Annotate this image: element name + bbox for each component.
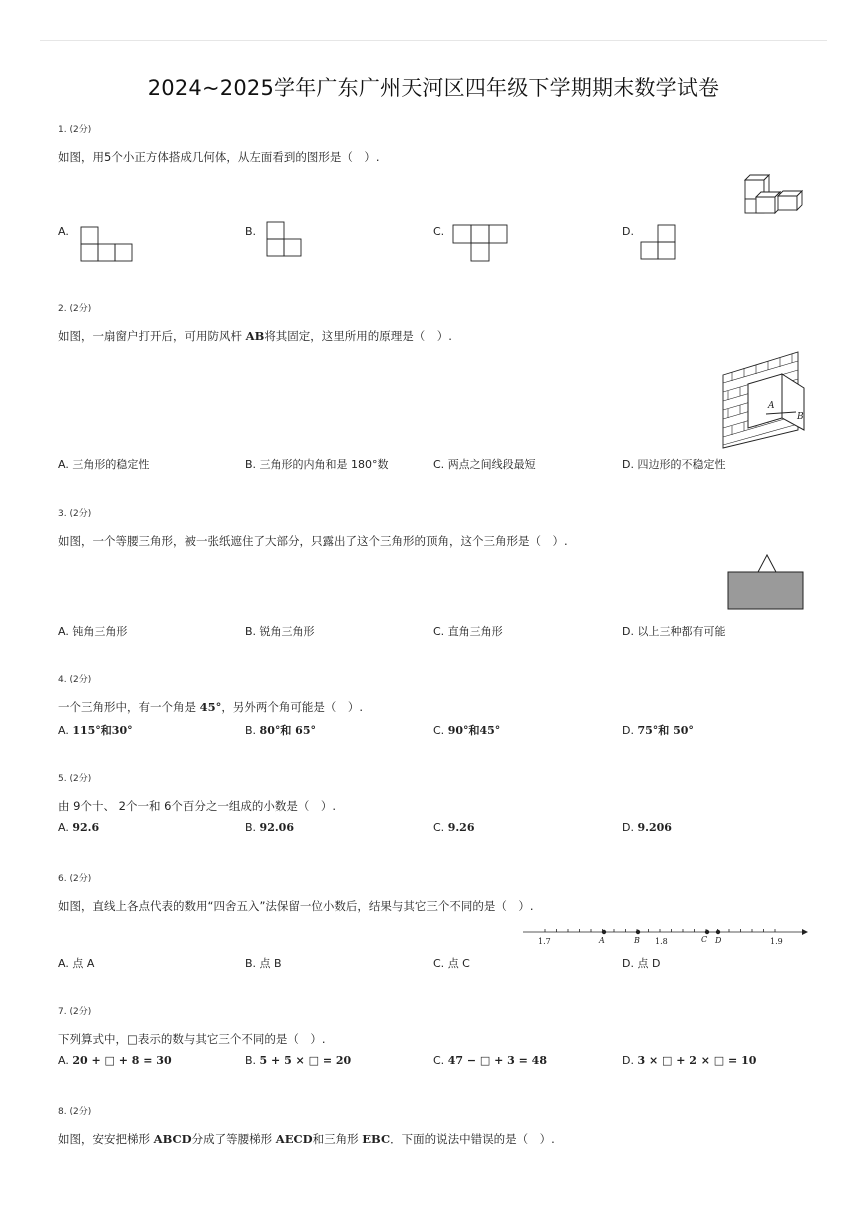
page-title: 2024~2025学年广东广州天河区四年级下学期期末数学试卷 [147, 76, 720, 100]
question-3-number: 3. (2分) [58, 509, 92, 519]
question-2-option-d[interactable]: D. 四边形的不稳定性 [622, 458, 726, 471]
question-5-option-c[interactable]: C. 9.26 [433, 821, 475, 834]
question-4-option-d[interactable]: D. 75°和 50° [622, 724, 694, 737]
question-1-option-c-figure [452, 224, 512, 264]
question-6-number: 6. (2分) [58, 874, 92, 884]
question-1-option-b[interactable]: B. [245, 225, 257, 238]
point-label-c: C [701, 935, 708, 944]
point-label-b: B [634, 936, 640, 945]
question-5-option-d[interactable]: D. 9.206 [622, 821, 672, 834]
question-5-stem: 由 9个十、 2个一和 6个百分之一组成的小数是（ ）. [58, 799, 337, 813]
question-3-option-a[interactable]: A. 钝角三角形 [58, 625, 128, 638]
question-8-number: 8. (2分) [58, 1107, 92, 1117]
question-6-option-d[interactable]: D. 点 D [622, 957, 661, 970]
tick-label-1-9: 1.9 [770, 937, 783, 946]
question-6-stem: 如图，直线上各点代表的数用“四舍五入”法保留一位小数后，结果与其它三个不同的是（ ）. [58, 899, 534, 913]
question-3-stem: 如图，一个等腰三角形，被一张纸遮住了大部分，只露出了这个三角形的顶角，这个三角形是（ ）. [58, 534, 568, 548]
question-5-option-a[interactable]: A. 92.6 [58, 821, 100, 834]
header-divider [40, 40, 827, 41]
question-4-stem: 一个三角形中，有一个角是 45°，另外两个角可能是（ ）. [58, 700, 364, 714]
question-1-option-b-figure [266, 221, 304, 259]
question-7-number: 7. (2分) [58, 1007, 92, 1017]
question-1-cube-figure [742, 172, 806, 216]
question-1-option-a-figure [80, 226, 134, 264]
question-1-option-d[interactable]: D. [622, 225, 634, 238]
question-7-option-b[interactable]: B. 5 + 5 × □ = 20 [245, 1054, 352, 1067]
question-6-option-b[interactable]: B. 点 B [245, 957, 282, 970]
question-2-option-b[interactable]: B. 三角形的内角和是 180°数 [245, 458, 389, 471]
question-1-option-d-figure [640, 224, 680, 262]
question-8-stem: 如图，安安把梯形 ABCD分成了等腰梯形 AECD和三角形 EBC．下面的说法中错误的是（ ）. [58, 1132, 555, 1146]
question-4-option-a[interactable]: A. 115°和30° [58, 724, 133, 737]
question-1-option-a[interactable]: A. [58, 225, 69, 238]
question-4-option-c[interactable]: C. 90°和45° [433, 724, 501, 737]
question-3-option-c[interactable]: C. 直角三角形 [433, 625, 503, 638]
point-label-a: A [768, 401, 775, 411]
question-3-option-d[interactable]: D. 以上三种都有可能 [622, 625, 726, 638]
point-label-d: D [715, 936, 722, 945]
question-3-covered-triangle-figure [727, 553, 807, 613]
question-7-option-a[interactable]: A. 20 + □ + 8 = 30 [58, 1054, 172, 1067]
question-1-option-c[interactable]: C. [433, 225, 445, 238]
question-1-stem: 如图，用5个小正方体搭成几何体，从左面看到的图形是（ ）. [58, 150, 380, 164]
question-7-option-d[interactable]: D. 3 × □ + 2 × □ = 10 [622, 1054, 757, 1067]
question-3-option-b[interactable]: B. 锐角三角形 [245, 625, 315, 638]
question-1-number: 1. (2分) [58, 125, 92, 135]
question-7-stem: 下列算式中，□表示的数与其它三个不同的是（ ）. [58, 1032, 326, 1046]
question-6-option-a[interactable]: A. 点 A [58, 957, 95, 970]
question-5-option-b[interactable]: B. 92.06 [245, 821, 294, 834]
question-6-number-line [520, 922, 810, 950]
question-2-number: 2. (2分) [58, 304, 92, 314]
question-2-option-a[interactable]: A. 三角形的稳定性 [58, 458, 150, 471]
question-4-option-b[interactable]: B. 80°和 65° [245, 724, 316, 737]
question-6-option-c[interactable]: C. 点 C [433, 957, 470, 970]
question-5-number: 5. (2分) [58, 774, 92, 784]
question-2-window-figure [720, 350, 810, 450]
question-4-number: 4. (2分) [58, 675, 92, 685]
tick-label-1-7: 1.7 [538, 937, 551, 946]
point-label-b: B [797, 412, 804, 422]
tick-label-1-8: 1.8 [655, 937, 668, 946]
point-label-a: A [599, 936, 605, 945]
question-7-option-c[interactable]: C. 47 − □ + 3 = 48 [433, 1054, 547, 1067]
question-2-option-c[interactable]: C. 两点之间线段最短 [433, 458, 536, 471]
question-2-stem: 如图，一扇窗户打开后，可用防风杆 AB将其固定，这里所用的原理是（ ）. [58, 329, 452, 343]
